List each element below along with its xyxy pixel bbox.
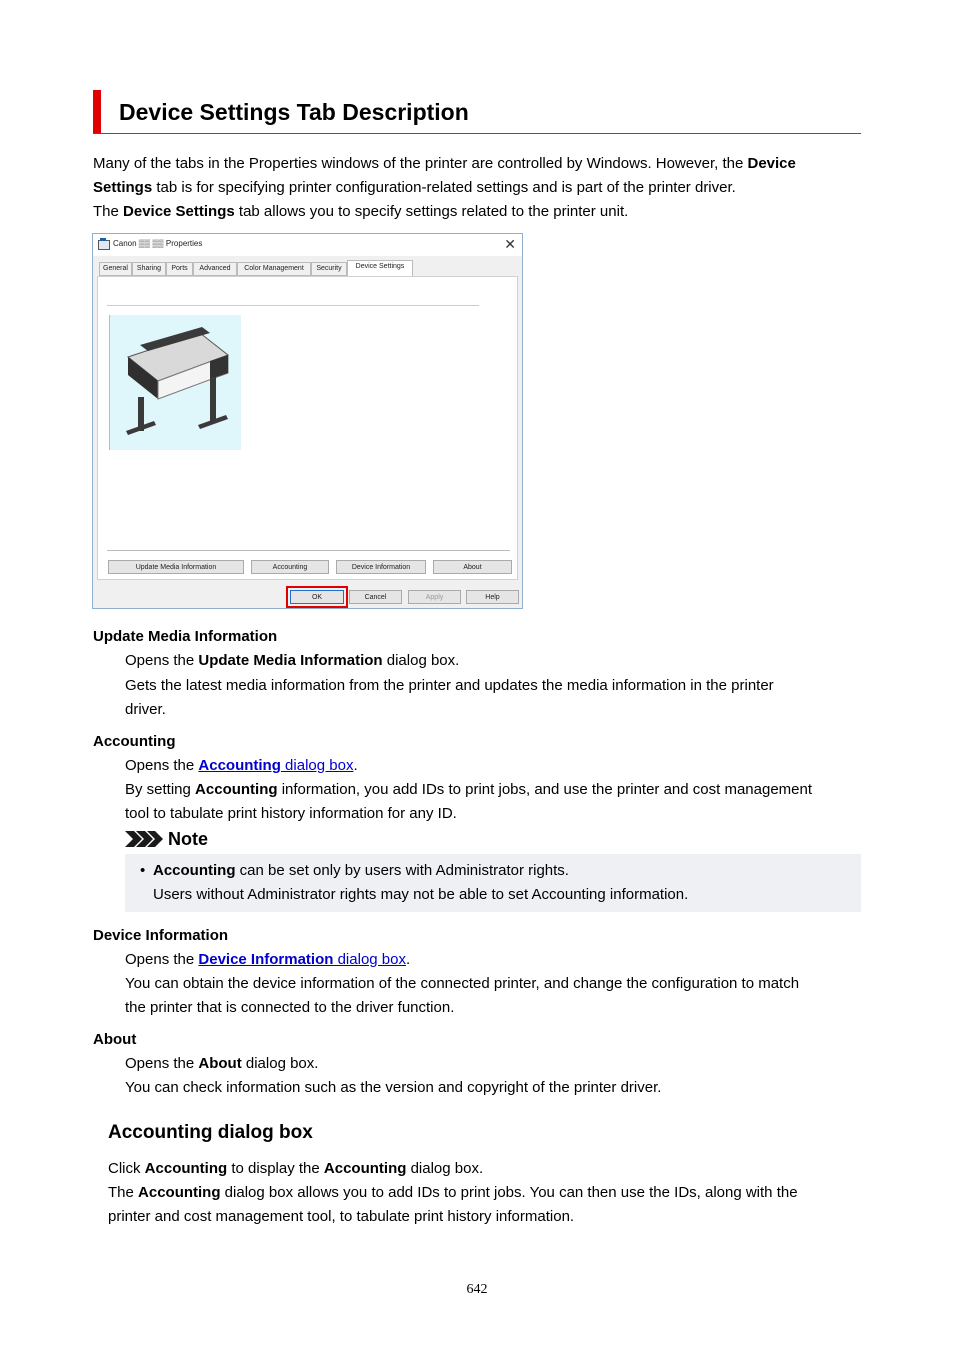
accounting-line-2: By setting Accounting information, you add IDs to print jobs, and use the printer and cost management [125,781,813,798]
about-button: About [433,560,512,574]
dialog-titlebar [93,234,522,256]
about-line-2: You can check information such as the version and copyright of the printer driver. [125,1079,662,1096]
accounting-button: Accounting [251,560,329,574]
dialog-panel [97,276,518,580]
note-bullet: • [140,862,146,879]
tab-ports: Ports [166,262,193,276]
ok-button: OK [290,590,344,604]
intro-line-2: Settings tab is for specifying printer configuration-related settings and is part of the printer driver. [93,179,736,196]
accounting-line-3: tool to tabulate print history information for any ID. [125,805,457,822]
accounting-dialog-line-1: Click Accounting to display the Accounting dialog box. [108,1160,484,1177]
accounting-dialog-line-3: printer and cost management tool, to tabulate print history information. [108,1208,575,1225]
printer-image [109,315,241,450]
printer-icon [98,240,110,250]
help-button: Help [466,590,519,604]
accounting-line-1: Opens the Accounting dialog box. [125,757,358,774]
page-number: 642 [466,1282,488,1297]
panel-divider-top [107,305,479,306]
note-line-2: Users without Administrator rights may not be able to set Accounting information. [153,886,689,903]
term-about: About [93,1031,137,1048]
tab-general: General [99,262,132,276]
tab-device-settings: Device Settings [347,260,413,276]
intro-line-3: The Device Settings tab allows you to specify settings related to the printer unit. [93,203,629,220]
accounting-dialog-line-2: The Accounting dialog box allows you to add IDs to print jobs. You can then use the IDs, along with the [108,1184,798,1201]
update-media-line-1: Opens the Update Media Information dialog box. [125,652,460,669]
cancel-button: Cancel [349,590,402,604]
note-line-1: Accounting can be set only by users with Administrator rights. [153,862,569,879]
apply-button: Apply [408,590,461,604]
device-info-line-1: Opens the Device Information dialog box. [125,951,411,968]
properties-dialog-screenshot [92,233,523,609]
dialog-title: Canon ▒▒ ▒▒ Properties [113,239,203,248]
term-accounting: Accounting [93,733,176,750]
update-media-line-3: driver. [125,701,166,718]
tab-security: Security [311,262,347,276]
panel-divider-bottom [107,550,510,551]
close-icon: ✕ [504,236,516,252]
tab-advanced: Advanced [193,262,237,276]
device-info-line-3: the printer that is connected to the driver function. [125,999,455,1016]
accounting-dialog-heading: Accounting dialog box [108,1122,313,1143]
update-media-line-2: Gets the latest media information from the printer and updates the media information in the printer [125,677,774,694]
note-box [125,854,861,912]
about-line-1: Opens the About dialog box. [125,1055,319,1072]
page-title-bar [93,90,861,134]
device-info-line-2: You can obtain the device information of the connected printer, and change the configuration to match [125,975,800,992]
page-title: Device Settings Tab Description [119,99,469,125]
tab-color-management: Color Management [237,262,311,276]
note-arrows-icon [125,831,163,847]
device-information-button: Device Information [336,560,426,574]
accounting-dialog-link[interactable]: Accounting dialog box [198,757,354,774]
device-information-dialog-link[interactable]: Device Information dialog box [198,951,406,968]
intro-line-1: Many of the tabs in the Properties windows of the printer are controlled by Windows. However, the Device [93,155,796,172]
title-accent-bar [93,90,101,133]
term-update-media-information: Update Media Information [93,628,278,645]
note-label: Note [168,829,208,849]
term-device-information: Device Information [93,927,229,944]
tab-sharing: Sharing [132,262,166,276]
update-media-information-button: Update Media Information [108,560,244,574]
